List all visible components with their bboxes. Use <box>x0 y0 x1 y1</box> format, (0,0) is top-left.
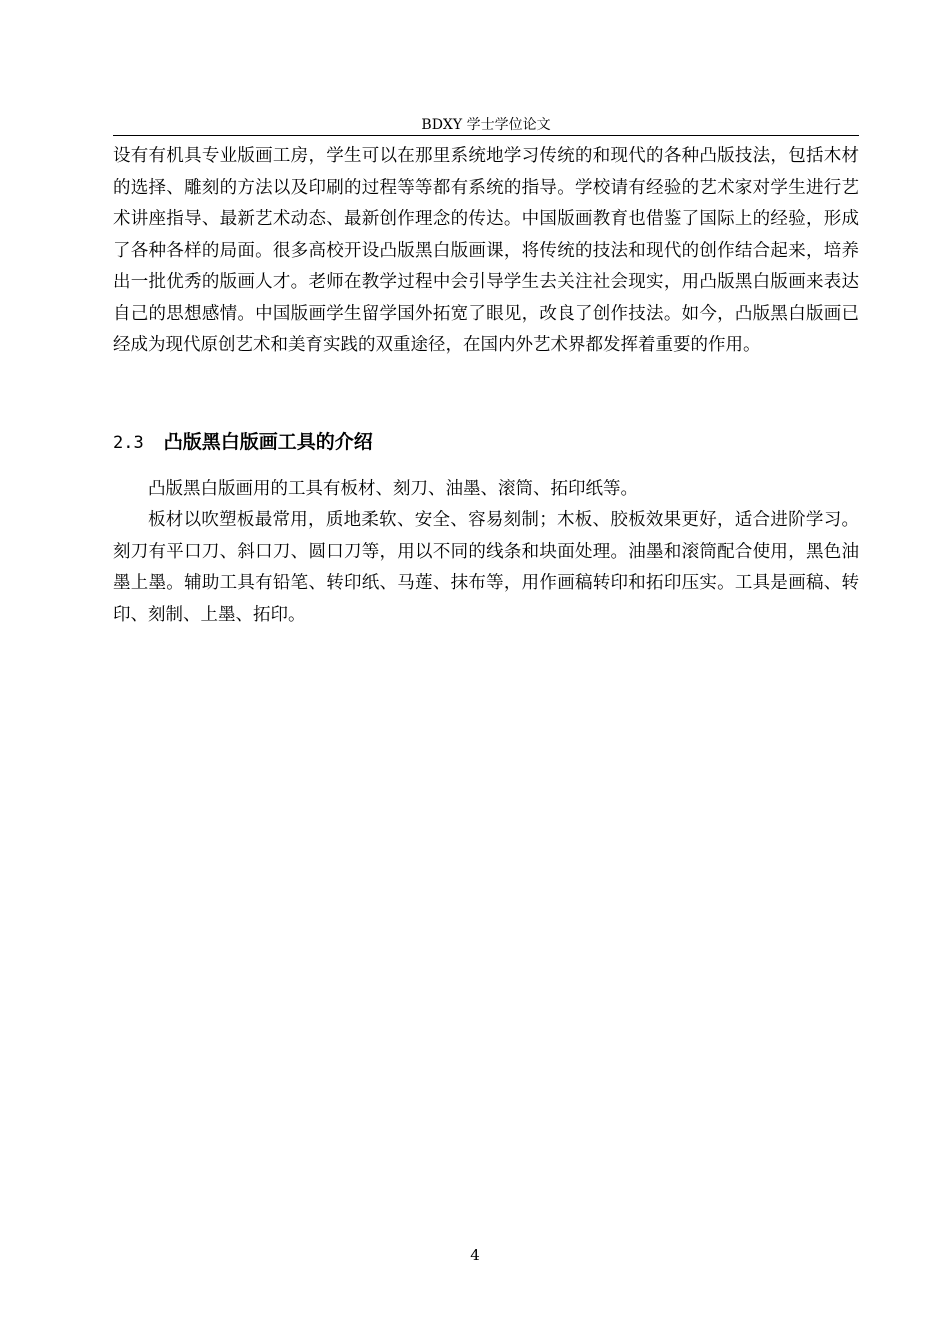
running-header: BDXY 学士学位论文 <box>421 117 551 133</box>
page-number: 4 <box>470 1246 480 1264</box>
section-title: 凸版黑白版画工具的介绍 <box>163 431 373 453</box>
section-heading <box>113 430 373 455</box>
section-number: 2.3 <box>113 433 144 453</box>
paragraph-intro: 设有有机具专业版画工房，学生可以在那里系统地学习传统的和现代的各种凸版技法，包括木材的选择、雕刻的方法以及印刷的过程等等都有系统的指导。学校请有经验的艺术家对学生进行艺术讲座指导、最新艺术动态、最新创作理念的传达。中国版画教育也借鉴了国际上的经验，形成了各种各样的局面。很多高校开设凸版黑白版画课，将传统的技法和现代的创作结合起来，培养出一批优秀的版画人才。老师在教学过程中会引导学生去关注社会现实，用凸版黑白版画来表达自己的思想感情。中国版画学生留学国外拓宽了眼见，改良了创作技法。如今，凸版黑白版画已经成为现代原创艺术和美育实践的双重途径，在国内外艺术界都发挥着重要的作用。 <box>113 146 859 355</box>
paragraph-tools-detail: 板材以吹塑板最常用，质地柔软、安全、容易刻制；木板、胶板效果更好，适合进阶学习。刻刀有平口刀、斜口刀、圆口刀等，用以不同的线条和块面处理。油墨和滚筒配合使用，黑色油墨上墨。辅助工具有铅笔、转印纸、马莲、抹布等，用作画稿转印和拓印压实。工具是画稿、转印、刻制、上墨、拓印。 <box>113 510 859 625</box>
header-rule <box>113 135 859 136</box>
paragraph-tools-intro: 凸版黑白版画用的工具有板材、刻刀、油墨、滚筒、拓印纸等。 <box>148 479 638 499</box>
